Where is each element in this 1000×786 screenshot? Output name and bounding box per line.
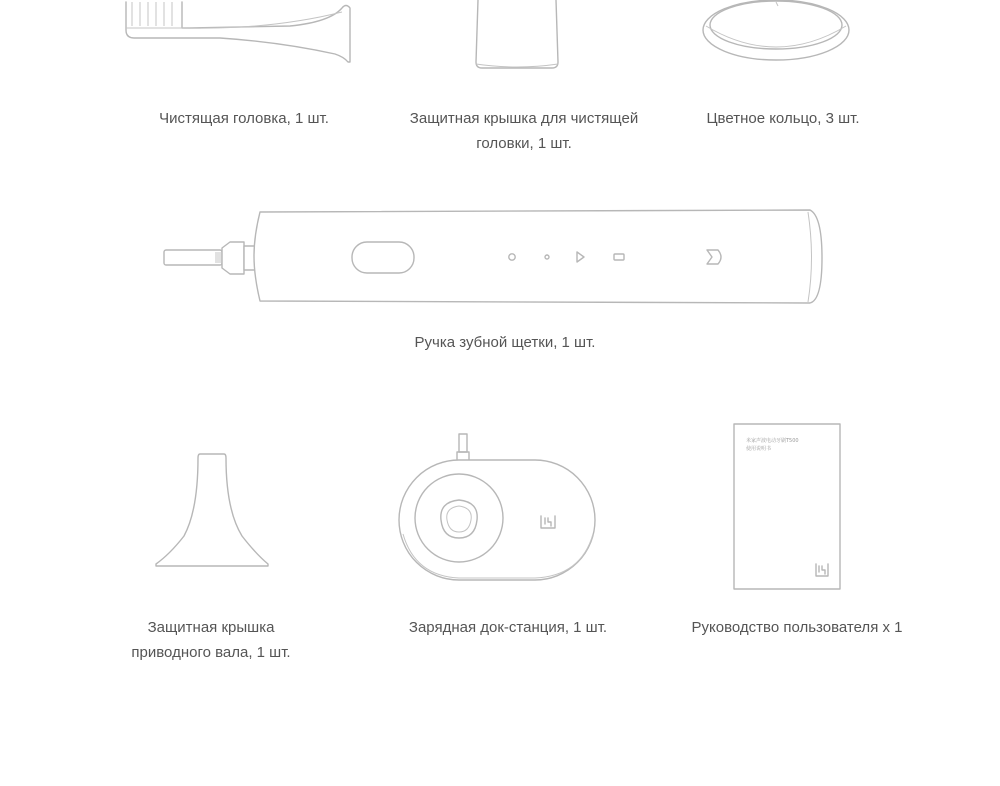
handle-caption: [385, 330, 625, 355]
head-cap-caption: [384, 106, 664, 156]
manual-illustration: [730, 422, 842, 592]
manual-caption: [667, 615, 927, 640]
shaft-cap-caption-line-2: приводного вала, 1 шт.: [131, 644, 291, 661]
shaft-cap-illustration: [152, 450, 272, 570]
color-ring-caption: [673, 106, 893, 131]
brush-head-illustration: [120, 0, 360, 70]
brush-head-caption-text: Чистящая головка, 1 шт.: [159, 110, 329, 127]
color-ring-illustration: [698, 0, 858, 70]
head-cap-caption-line-1: Защитная крышка для чистящей: [409, 110, 639, 127]
head-cap-illustration: [472, 0, 562, 75]
handle-caption-text: Ручка зубной щетки, 1 шт.: [414, 334, 596, 351]
brush-head-caption: [124, 106, 364, 131]
dock-caption: [383, 615, 633, 640]
shaft-cap-caption: [106, 615, 316, 665]
head-cap-caption-line-2: головки, 1 шт.: [476, 135, 572, 152]
dock-illustration: [395, 430, 605, 590]
handle-illustration: [160, 206, 830, 306]
manual-cover-line-1: 米家声波电动牙刷T500: [746, 438, 799, 444]
color-ring-caption-text: Цветное кольцо, 3 шт.: [706, 110, 860, 127]
manual-cover-line-2: 使用说明书: [746, 446, 772, 452]
manual-caption-text: Руководство пользователя x 1: [691, 619, 903, 636]
dock-caption-text: Зарядная док-станция, 1 шт.: [408, 619, 608, 636]
shaft-cap-caption-line-1: Защитная крышка: [147, 619, 275, 636]
